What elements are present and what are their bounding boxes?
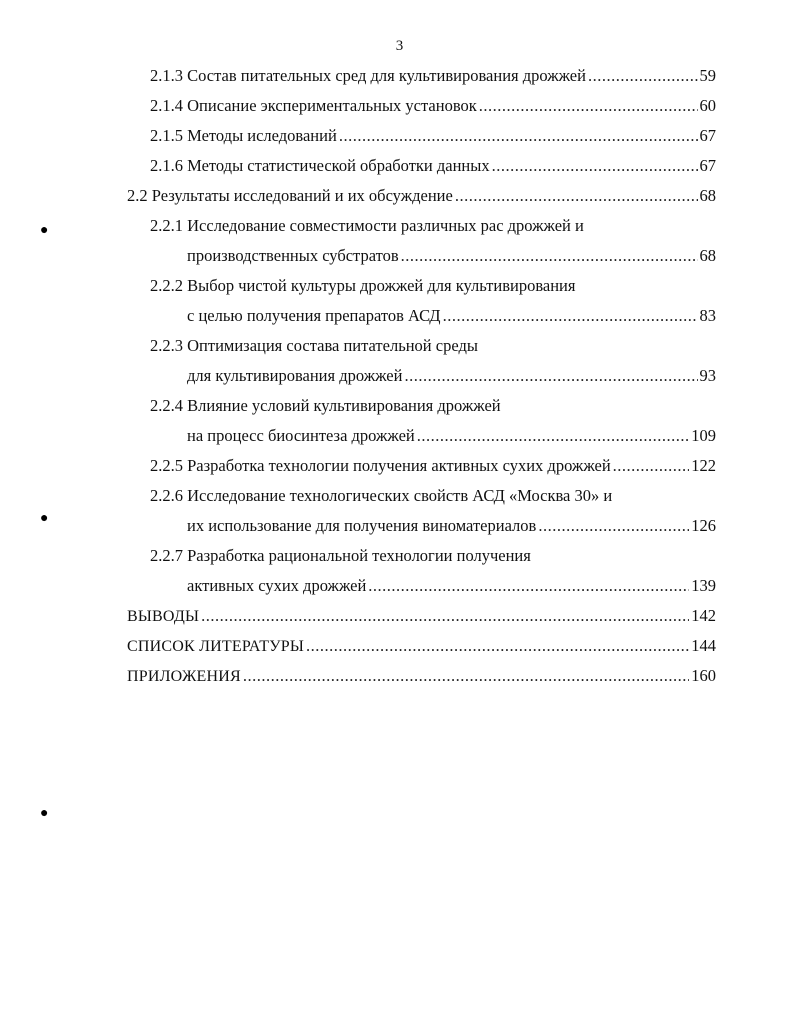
toc-entry-page: 142 xyxy=(691,606,716,625)
toc-entry-title: ПРИЛОЖЕНИЯ xyxy=(127,668,241,685)
page-number: 3 xyxy=(395,38,404,54)
toc-entry-page: 60 xyxy=(699,96,716,115)
toc-entry-title-line2: их использование для получения виноматериалов xyxy=(187,516,537,535)
toc-entry-appendices[interactable] xyxy=(127,666,716,687)
scan-smudge-mark: ● xyxy=(40,223,49,238)
toc-entry-2-1-5[interactable] xyxy=(150,126,716,146)
toc-entry-2-1-4[interactable] xyxy=(150,96,716,116)
toc-entry-title-line2: производственных субстратов xyxy=(187,246,399,265)
scan-smudge-mark: ● xyxy=(40,806,49,821)
toc-entry-page: 68 xyxy=(699,246,716,265)
toc-entry-2-1-6[interactable] xyxy=(150,156,716,176)
toc-entry-title: 2.2 Результаты исследований и их обсуждение xyxy=(127,186,453,205)
toc-entry-title: 2.1.4 Описание экспериментальных установок xyxy=(150,96,477,115)
dot-leader xyxy=(201,606,689,626)
toc-entry-page: 93 xyxy=(699,366,716,385)
toc-entry-references[interactable] xyxy=(127,636,716,657)
toc-entry-title-line2: активных сухих дрожжей xyxy=(187,576,367,595)
dot-leader xyxy=(339,126,698,146)
toc-entry-title: СПИСОК ЛИТЕРАТУРЫ xyxy=(127,638,304,655)
toc-entry-2-2-3[interactable] xyxy=(150,336,716,386)
toc-entry-2-1-3[interactable] xyxy=(150,66,716,86)
toc-entry-page: 144 xyxy=(691,636,716,655)
dot-leader xyxy=(417,426,690,446)
toc-entry-page: 83 xyxy=(699,306,716,325)
toc-entry-title-line1: 2.2.2 Выбор чистой культуры дрожжей для культивирования xyxy=(150,276,576,295)
toc-entry-page: 139 xyxy=(691,576,716,595)
toc-entry-page: 59 xyxy=(699,66,716,85)
dot-leader xyxy=(401,246,698,266)
toc-entry-2-2-5[interactable] xyxy=(150,456,716,476)
toc-entry-title-line1: 2.2.6 Исследование технологических свойств АСД «Москва 30» и xyxy=(150,486,613,505)
toc-entry-title-line1: 2.2.4 Влияние условий культивирования дрожжей xyxy=(150,396,501,415)
toc-entry-title: 2.1.5 Методы иследований xyxy=(150,126,337,145)
toc-entry-2-2[interactable] xyxy=(127,186,716,206)
toc-entry-title: 2.2.5 Разработка технологии получения активных сухих дрожжей xyxy=(150,456,611,475)
dot-leader xyxy=(538,516,689,536)
toc-entry-title-line1: 2.2.1 Исследование совместимости различных рас дрожжей и xyxy=(150,216,584,235)
dot-leader xyxy=(479,96,698,116)
dot-leader xyxy=(243,666,689,686)
toc-entry-title-line2: на процесс биосинтеза дрожжей xyxy=(187,426,415,445)
toc-entry-title-line2: с целью получения препаратов АСД xyxy=(187,306,441,325)
dot-leader xyxy=(613,456,690,476)
toc-entry-title-line2: для культивирования дрожжей xyxy=(187,366,403,385)
toc-entry-page: 160 xyxy=(691,666,716,685)
dot-leader xyxy=(368,576,689,596)
toc-entry-title-line1: 2.2.3 Оптимизация состава питательной среды xyxy=(150,336,478,355)
toc-entry-title: 2.1.6 Методы статистической обработки данных xyxy=(150,156,490,175)
toc-entry-page: 68 xyxy=(699,186,716,205)
toc-entry-2-2-7[interactable] xyxy=(150,546,716,596)
toc-entry-page: 126 xyxy=(691,516,716,535)
toc-entry-page: 67 xyxy=(699,126,716,145)
toc-entry-2-2-2[interactable] xyxy=(150,276,716,326)
toc-entry-title: 2.1.3 Состав питательных сред для культивирования дрожжей xyxy=(150,66,586,85)
toc-entry-title-line1: 2.2.7 Разработка рациональной технологии получения xyxy=(150,546,531,565)
dot-leader xyxy=(404,366,697,386)
toc-entry-page: 67 xyxy=(699,156,716,175)
toc-entry-2-2-6[interactable] xyxy=(150,486,716,536)
dot-leader xyxy=(492,156,698,176)
dot-leader xyxy=(588,66,698,86)
toc-entry-2-2-1[interactable] xyxy=(150,216,716,266)
toc-entry-conclusions[interactable] xyxy=(127,606,716,627)
dot-leader xyxy=(455,186,698,206)
scan-smudge-mark: ● xyxy=(40,511,49,526)
toc-entry-2-2-4[interactable] xyxy=(150,396,716,446)
dot-leader xyxy=(306,636,689,656)
toc-entry-title: ВЫВОДЫ xyxy=(127,608,200,625)
toc-entry-page: 122 xyxy=(691,456,716,475)
dot-leader xyxy=(443,306,698,326)
toc-entry-page: 109 xyxy=(691,426,716,445)
